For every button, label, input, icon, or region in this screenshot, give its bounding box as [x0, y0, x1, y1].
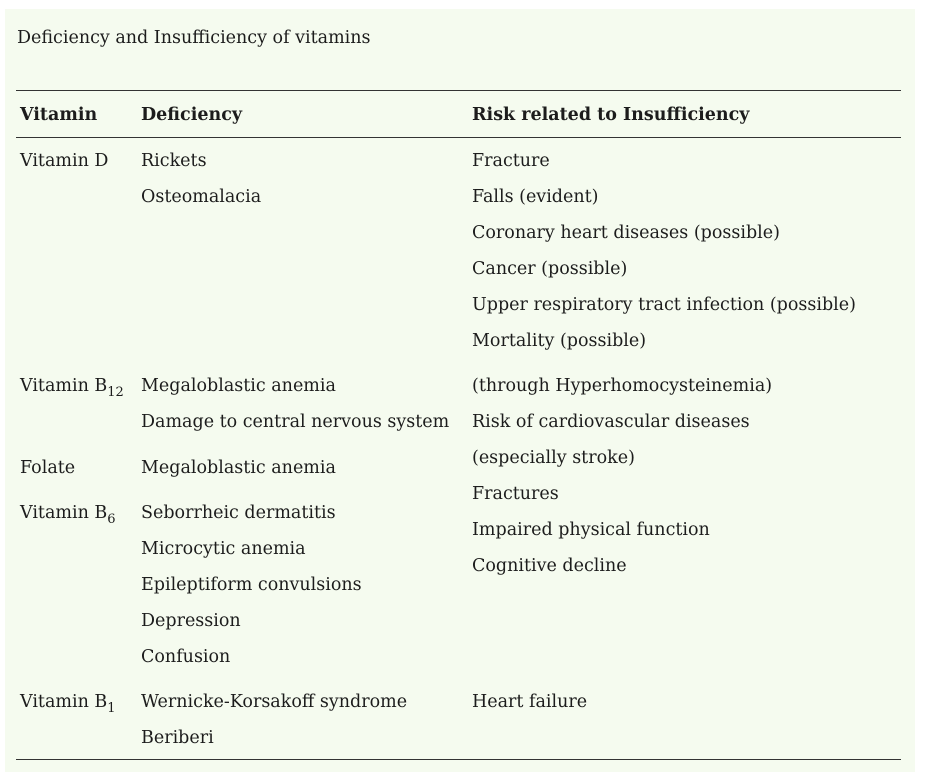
risk-item: Coronary heart diseases (possible): [472, 223, 780, 243]
risk-item: Heart failure: [472, 692, 588, 712]
top-rule: [16, 90, 901, 91]
risk-item: Cognitive decline: [472, 556, 627, 576]
row-vitamin-b12-risk: [472, 374, 772, 590]
row-vitamin-b6-deficiency: [141, 501, 362, 681]
header-deficiency: Deficiency: [141, 105, 243, 125]
row-vitamin-b1-name: Vitamin $B_1$: [20, 692, 116, 716]
deficiency-item: Microcytic anemia: [141, 539, 306, 559]
risk-item: Fracture: [472, 151, 550, 171]
header-rule: [16, 137, 901, 138]
deficiency-item: Megaloblastic anemia: [141, 458, 336, 478]
deficiency-item: Damage to central nervous system: [141, 412, 450, 432]
risk-item: (through Hyperhomocysteinemia): [472, 376, 773, 396]
row-vitamin-b1-risk: [472, 690, 587, 726]
row-folate-deficiency: [141, 456, 336, 492]
row-vitamin-d-deficiency: [141, 149, 261, 221]
risk-item: (especially stroke): [472, 448, 635, 468]
deficiency-item: Wernicke-Korsakoff syndrome: [141, 692, 408, 712]
row-folate-name: Folate: [20, 458, 76, 478]
row-vitamin-b6-name: Vitamin $B_6$: [20, 503, 116, 527]
deficiency-item: Depression: [141, 611, 241, 631]
row-vitamin-b12-name: Vitamin $B_{12}$: [20, 376, 124, 400]
deficiency-item: Seborrheic dermatitis: [141, 503, 336, 523]
risk-item: Mortality (possible): [472, 331, 647, 351]
row-vitamin-b1-deficiency: [141, 690, 407, 762]
row-vitamin-b12-deficiency: [141, 374, 449, 446]
risk-item: Falls (evident): [472, 187, 599, 207]
deficiency-item: Osteomalacia: [141, 187, 262, 207]
deficiency-item: Beriberi: [141, 728, 214, 748]
bottom-rule: [16, 759, 901, 760]
risk-item: Cancer (possible): [472, 259, 628, 279]
row-vitamin-d-risk: [472, 149, 856, 365]
header-vitamin: Vitamin: [20, 105, 98, 125]
header-risk: Risk related to Insufficiency: [472, 105, 750, 125]
row-vitamin-d-name: Vitamin D: [20, 151, 109, 171]
deficiency-item: Rickets: [141, 151, 207, 171]
deficiency-item: Megaloblastic anemia: [141, 376, 336, 396]
risk-item: Fractures: [472, 484, 559, 504]
risk-item: Upper respiratory tract infection (possible): [472, 295, 856, 315]
table-panel: [5, 9, 915, 772]
risk-item: Risk of cardiovascular diseases: [472, 412, 750, 432]
deficiency-item: Epileptiform convulsions: [141, 575, 362, 595]
risk-item: Impaired physical function: [472, 520, 710, 540]
table-caption: Deficiency and Insufficiency of vitamins: [17, 28, 371, 48]
deficiency-item: Confusion: [141, 647, 231, 667]
